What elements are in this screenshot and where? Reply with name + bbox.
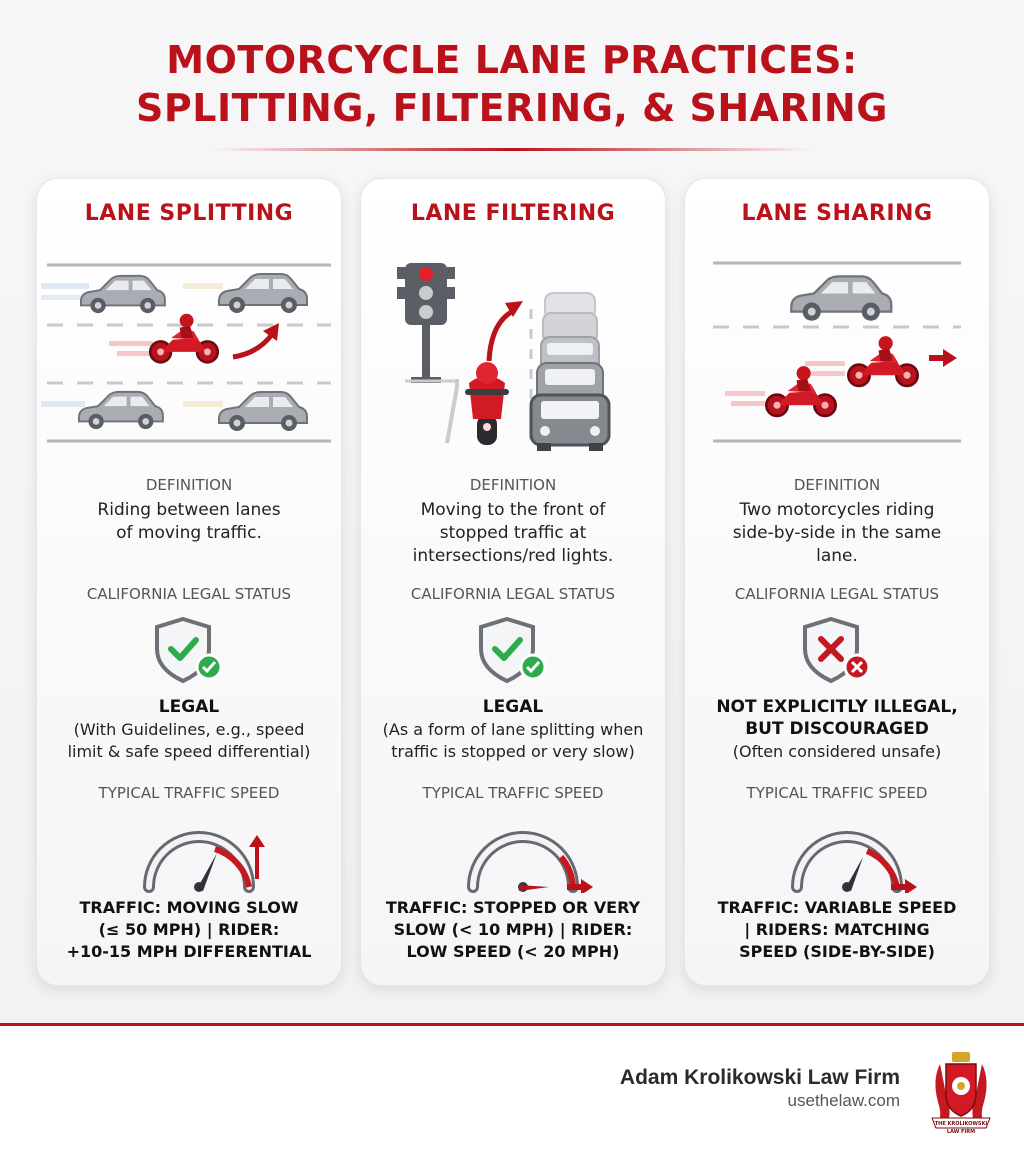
definition-text <box>379 499 647 568</box>
shield-x-icon <box>797 615 877 687</box>
law-firm-crest-logo <box>926 1050 996 1134</box>
speedometer-icon <box>129 813 269 893</box>
speed-line-2: | RIDERS: MATCHING <box>744 920 930 939</box>
firm-name: Adam Krolikowski Law Firm <box>619 1066 900 1089</box>
status-note-line-1: (Often considered unsafe) <box>732 742 942 761</box>
definition-line-2: side-by-side in the same <box>732 523 942 543</box>
definition-text <box>55 499 323 545</box>
speed-label: TYPICAL TRAFFIC SPEED <box>746 784 928 802</box>
status-note-line-2: limit & safe speed differential) <box>67 742 311 761</box>
card-heading: LANE SHARING <box>741 201 933 226</box>
firm-url: usethelaw.com <box>787 1091 900 1110</box>
definition-label: DEFINITION <box>469 476 557 494</box>
definition-line-1: Two motorcycles riding <box>739 500 935 520</box>
page-title-line-1: MOTORCYCLE LANE PRACTICES: <box>166 38 858 82</box>
speed-line-3: +10-15 MPH DIFFERENTIAL <box>66 942 312 961</box>
definition-line-3: intersections/red lights. <box>412 546 614 566</box>
definition-label: DEFINITION <box>793 476 881 494</box>
definition-line-3: lane. <box>816 546 858 566</box>
card-heading: LANE FILTERING <box>410 201 616 226</box>
speed-line-1: TRAFFIC: MOVING SLOW <box>79 898 299 917</box>
title-divider <box>212 148 812 151</box>
card-heading: LANE SPLITTING <box>84 201 294 226</box>
definition-text <box>703 499 971 568</box>
speed-line-1: TRAFFIC: STOPPED OR VERY <box>385 898 641 917</box>
legal-status-title <box>47 696 331 718</box>
card-lane-splitting <box>36 178 342 986</box>
legal-status-label: CALIFORNIA LEGAL STATUS <box>410 585 616 603</box>
status-note-line-2: traffic is stopped or very slow) <box>391 742 635 761</box>
speed-text <box>699 897 975 963</box>
legal-status-title <box>695 696 979 740</box>
speed-line-3: LOW SPEED (< 20 MPH) <box>406 942 620 961</box>
definition-line-2: of moving traffic. <box>116 523 262 543</box>
card-lane-filtering <box>360 178 666 986</box>
speed-line-3: SPEED (SIDE-BY-SIDE) <box>739 942 935 961</box>
lane-sharing-illustration <box>685 249 989 459</box>
status-title-line-1: LEGAL <box>158 697 220 717</box>
page-title <box>0 36 1024 132</box>
status-title-line-1: NOT EXPLICITLY ILLEGAL, <box>716 697 958 717</box>
speed-line-1: TRAFFIC: VARIABLE SPEED <box>717 898 957 917</box>
legal-status-label: CALIFORNIA LEGAL STATUS <box>734 585 940 603</box>
definition-line-1: Moving to the front of <box>420 500 606 520</box>
footer <box>0 1026 1024 1154</box>
speed-line-2: SLOW (< 10 MPH) | RIDER: <box>393 920 633 939</box>
status-note-line-1: (With Guidelines, e.g., speed <box>73 720 305 739</box>
speedometer-icon <box>453 813 593 893</box>
speed-text <box>51 897 327 963</box>
definition-line-1: Riding between lanes <box>97 500 281 520</box>
definition-label: DEFINITION <box>145 476 233 494</box>
speed-label: TYPICAL TRAFFIC SPEED <box>98 784 280 802</box>
status-note-line-1: (As a form of lane splitting when <box>382 720 644 739</box>
legal-status-title <box>371 696 655 718</box>
shield-check-icon <box>149 615 229 687</box>
page-title-line-2: SPLITTING, FILTERING, & SHARING <box>136 86 888 130</box>
status-title-line-2: BUT DISCOURAGED <box>745 719 929 739</box>
lane-splitting-illustration <box>37 249 341 459</box>
legal-status-note <box>693 741 981 763</box>
status-title-line-1: LEGAL <box>482 697 544 717</box>
legal-status-note <box>369 719 657 763</box>
legal-status-note <box>45 719 333 763</box>
speed-line-2: (≤ 50 MPH) | RIDER: <box>98 920 280 939</box>
shield-check-icon <box>473 615 553 687</box>
lane-filtering-illustration <box>361 249 665 459</box>
speed-text <box>375 897 651 963</box>
legal-status-label: CALIFORNIA LEGAL STATUS <box>86 585 292 603</box>
definition-line-2: stopped traffic at <box>439 523 587 543</box>
card-lane-sharing <box>684 178 990 986</box>
crest-subtext: LAW FIRM <box>946 1129 976 1134</box>
crest-text: THE KROLIKOWSKI <box>934 1121 988 1127</box>
speed-label: TYPICAL TRAFFIC SPEED <box>422 784 604 802</box>
speedometer-icon <box>777 813 917 893</box>
